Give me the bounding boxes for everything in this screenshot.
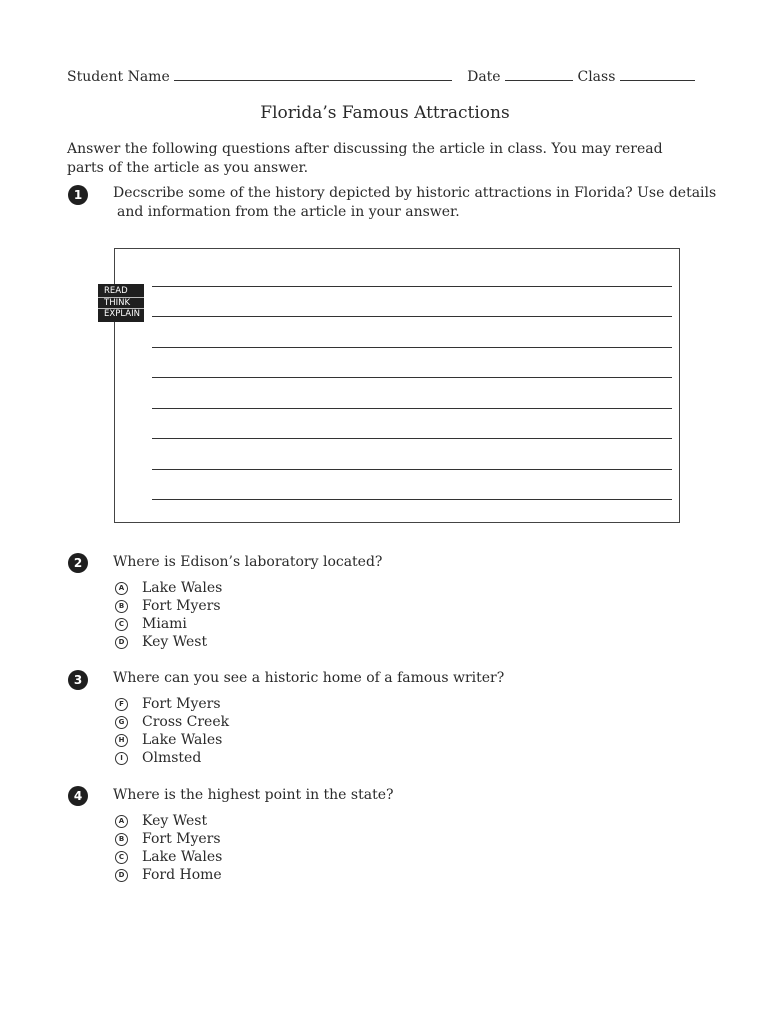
read-label: READ [104,286,128,296]
question-1-text [113,184,716,222]
student-name-label: Student Name [67,69,170,85]
answer-bubble[interactable]: B [115,833,128,846]
option-text: Key West [142,634,208,650]
option-text: Lake Wales [142,580,223,596]
date-field[interactable] [505,66,573,81]
answer-bubble[interactable]: B [115,600,128,613]
option-text: Fort Myers [142,696,221,712]
answer-line[interactable] [152,469,672,470]
option-text: Lake Wales [142,849,223,865]
answer-bubble[interactable]: C [115,618,128,631]
read-think-explain-badge [98,284,144,322]
option-3g[interactable] [115,713,229,731]
class-label: Class [577,69,616,85]
student-info-header [67,66,695,87]
option-3f[interactable] [115,695,229,713]
option-text: Olmsted [142,750,202,766]
option-4c[interactable] [115,848,222,866]
student-name-field[interactable] [174,66,452,81]
question-number-4: 4 [68,786,88,806]
page-title: Florida’s Famous Attractions [260,103,510,123]
answer-bubble[interactable]: G [115,716,128,729]
question-number-3: 3 [68,670,88,690]
option-2b[interactable] [115,597,222,615]
option-text: Key West [142,813,208,829]
answer-bubble[interactable]: D [115,636,128,649]
answer-line[interactable] [152,286,672,287]
question-3-text: Where can you see a historic home of a famous writer? [113,670,505,686]
answer-bubble[interactable]: A [115,582,128,595]
option-2c[interactable] [115,615,222,633]
think-label: THINK [98,297,144,309]
answer-line[interactable] [152,377,672,378]
option-4d[interactable] [115,866,222,884]
option-4b[interactable] [115,830,222,848]
question-number-1: 1 [68,185,88,205]
answer-bubble[interactable]: D [115,869,128,882]
question-2-options [115,579,222,651]
question-3-options [115,695,229,767]
answer-bubble[interactable]: A [115,815,128,828]
answer-bubble[interactable]: H [115,734,128,747]
class-field[interactable] [620,66,695,81]
question-number-2: 2 [68,553,88,573]
option-text: Cross Creek [142,714,230,730]
answer-bubble[interactable]: I [115,752,128,765]
question-4-text: Where is the highest point in the state? [113,787,394,803]
answer-line[interactable] [152,408,672,409]
option-text: Fort Myers [142,598,221,614]
question-1-line-1: Decscribe some of the history depicted by historic attractions in Florida? Use details [113,185,717,201]
answer-bubble[interactable]: C [115,851,128,864]
question-1-line-2: and information from the article in your answer. [117,204,460,220]
option-2a[interactable] [115,579,222,597]
question-4-options [115,812,222,884]
answer-box[interactable] [114,248,680,523]
instructions: Answer the following questions after discussing the article in class. You may reread parts of the article as you answer. [67,141,663,176]
option-text: Lake Wales [142,732,223,748]
option-text: Miami [142,616,187,632]
option-3h[interactable] [115,731,229,749]
option-4a[interactable] [115,812,222,830]
answer-line[interactable] [152,316,672,317]
answer-line[interactable] [152,438,672,439]
answer-line[interactable] [152,499,672,500]
explain-label: EXPLAIN [98,308,144,320]
date-label: Date [467,69,501,85]
option-text: Ford Home [142,867,222,883]
option-3i[interactable] [115,749,229,767]
option-2d[interactable] [115,633,222,651]
answer-bubble[interactable]: F [115,698,128,711]
option-text: Fort Myers [142,831,221,847]
question-2-text: Where is Edison’s laboratory located? [113,554,383,570]
answer-line[interactable] [152,347,672,348]
